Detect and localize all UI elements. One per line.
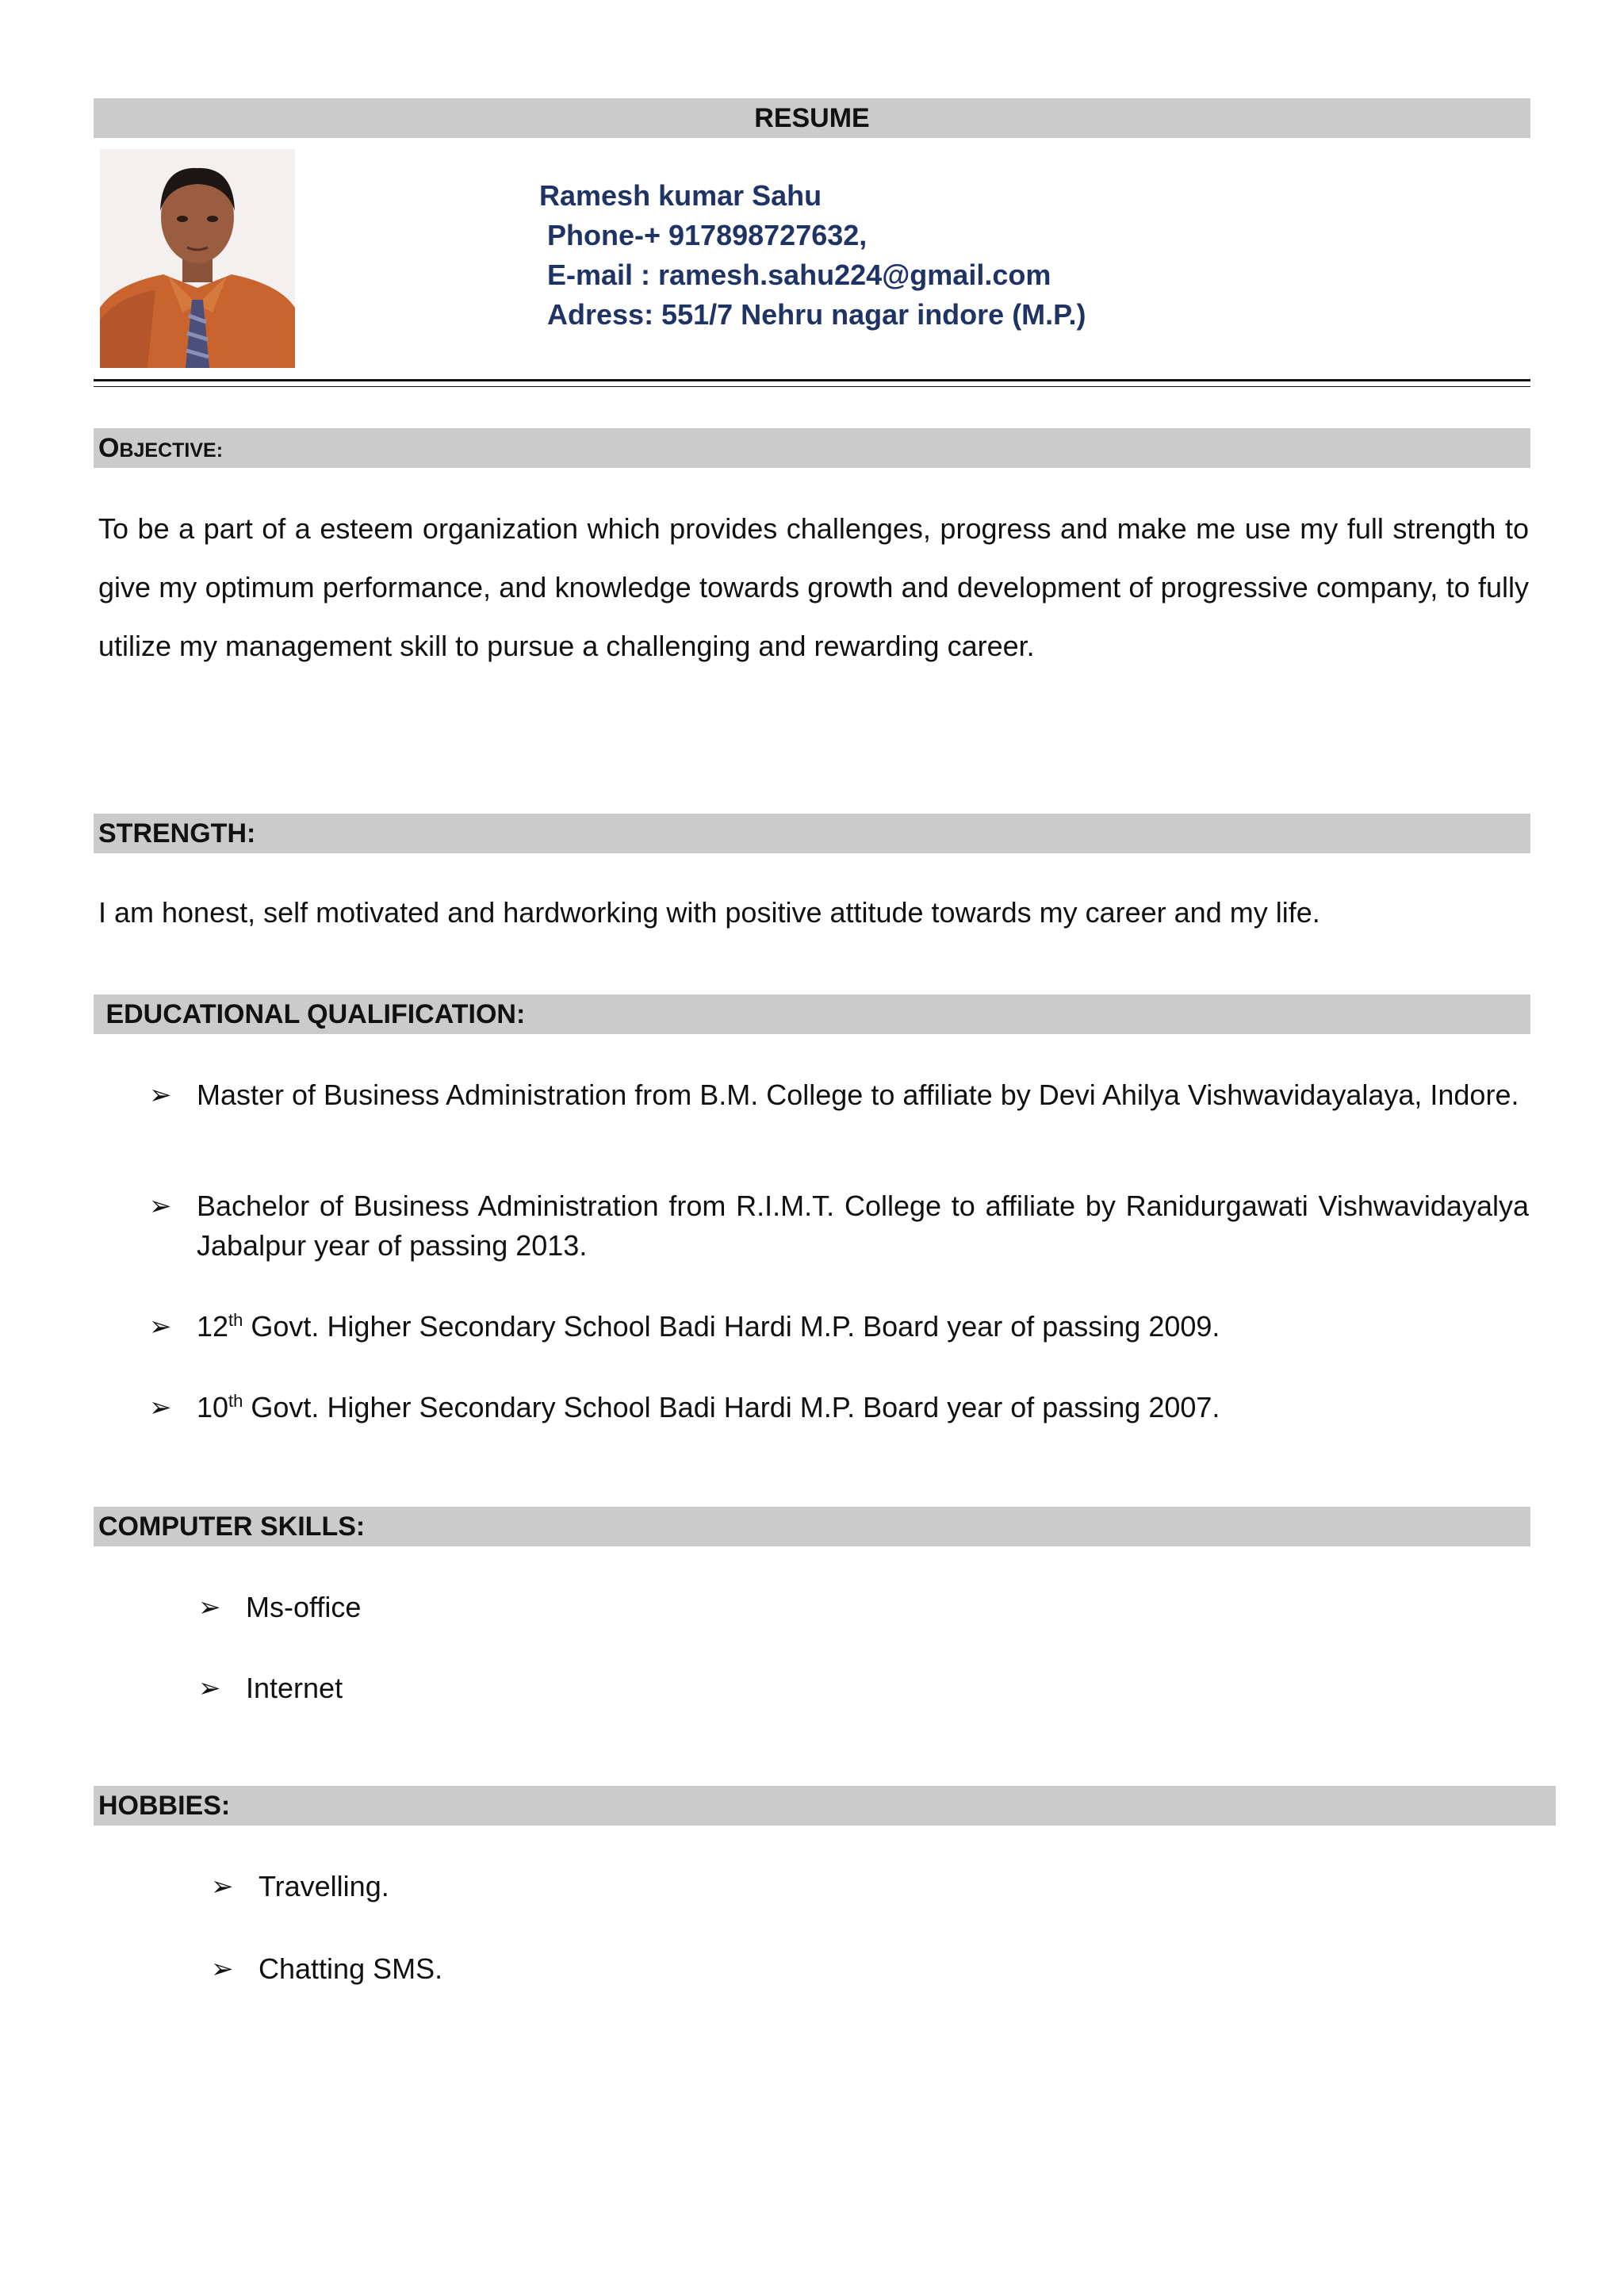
grade-number: 10 [197,1391,229,1423]
contact-phone: Phone-+ 917898727632, [547,219,868,251]
objective-text: To be a part of a esteem organization which provides challenges, progress and make me use my full strength to give my optimum performance, and knowledge towards growth and development of progressive company, to fully utilize my management skill to pursue a challenging and rewarding career. [98,512,1529,662]
arrow-bullet-icon: ➢ [211,1954,234,1984]
skill-item [198,1588,833,1627]
strength-heading: STRENGTH: [98,818,256,849]
arrow-bullet-icon: ➢ [211,1872,234,1902]
objective-heading-rest: BJECTIVE: [119,439,224,462]
education-item-12th [149,1307,1529,1347]
hobby-item-text: Chatting SMS. [259,1952,443,1985]
header-divider-thin [94,386,1530,387]
education-item-text [197,1388,1529,1427]
hobby-item-text: Travelling. [259,1870,389,1902]
education-item-text: Bachelor of Business Administration from R.I.M.T. College to affiliate by Ranidurgawati Vishwavidayalya Jabalpur year of passing 2013. [197,1190,1529,1262]
contact-address: Adress: 551/7 Nehru nagar indore (M.P.) [547,298,1086,331]
resume-title-bar [94,98,1530,138]
contact-name: Ramesh kumar Sahu [539,179,822,212]
arrow-bullet-icon: ➢ [149,1312,172,1342]
education-heading: EDUCATIONAL QUALIFICATION: [98,999,526,1029]
objective-heading-initial: O [98,433,120,463]
hobbies-heading-bar [94,1786,1556,1826]
arrow-bullet-icon: ➢ [198,1673,221,1703]
objective-heading-bar [94,428,1530,468]
hobby-item [211,1949,845,1989]
arrow-bullet-icon: ➢ [149,1080,172,1110]
arrow-bullet-icon: ➢ [149,1191,172,1221]
education-item-10th [149,1388,1529,1427]
hobby-item [211,1867,845,1906]
strength-heading-bar [94,814,1530,853]
arrow-bullet-icon: ➢ [198,1592,221,1623]
education-heading-bar [94,994,1530,1034]
education-item-text: Master of Business Administration from B.M. College to affiliate by Devi Ahilya Vishwavidayalaya, Indore. [197,1079,1519,1111]
header-divider-thick [94,379,1530,381]
grade-suffix: th [228,1310,243,1330]
education-item-mba [149,1075,1529,1155]
hobbies-heading: HOBBIES: [98,1791,231,1821]
computer-skills-heading: COMPUTER SKILLS: [98,1511,366,1542]
arrow-bullet-icon: ➢ [149,1393,172,1423]
grade-description: Govt. Higher Secondary School Badi Hardi M.P. Board year of passing 2009. [243,1310,1220,1343]
skill-item [198,1669,833,1708]
skill-item-text: Internet [246,1672,343,1704]
contact-email: E-mail : ramesh.sahu224@gmail.com [547,259,1051,291]
grade-description: Govt. Higher Secondary School Badi Hardi M.P. Board year of passing 2007. [243,1391,1220,1423]
education-item-text [197,1307,1529,1347]
profile-photo [100,149,295,368]
computer-skills-heading-bar [94,1507,1530,1546]
grade-number: 12 [197,1310,229,1343]
resume-title: RESUME [754,103,870,133]
grade-suffix: th [228,1391,243,1411]
strength-text: I am honest, self motivated and hardworking with positive attitude towards my career and my life. [98,896,1320,929]
education-item-bba [149,1186,1529,1266]
contact-block [539,176,1086,335]
skill-item-text: Ms-office [246,1591,362,1623]
